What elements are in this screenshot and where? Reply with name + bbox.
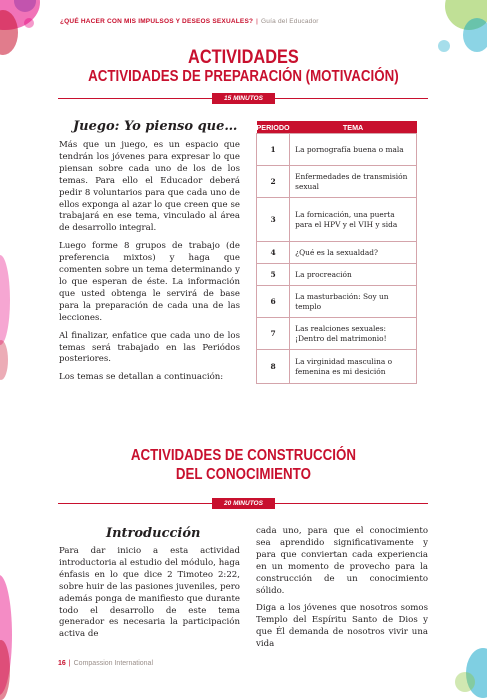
- paragraph: Diga a los jóvenes que nosotros somos Templo del Espíritu Santo de Dios y que Él demanda de nosotros vivir una vida: [256, 603, 428, 650]
- header-title: ¿QUÉ HACER CON MIS IMPULSOS Y DESEOS SEXUALES?: [60, 18, 254, 25]
- column-header-tema: TEMA: [290, 121, 417, 134]
- running-header: [60, 18, 319, 25]
- column-header-periodo: PERIODO: [256, 122, 290, 132]
- duration-badge: 15 MINUTOS: [212, 93, 275, 104]
- header-separator: |: [256, 18, 259, 25]
- periodo-cell: 1: [257, 134, 290, 166]
- table-header-row: [257, 121, 417, 134]
- section-subtitle-preparacion: ACTIVIDADES DE PREPARACIÓN (MOTIVACIÓN): [88, 68, 399, 85]
- table-row: [257, 318, 417, 350]
- table-row: [257, 242, 417, 264]
- paragraph: cada uno, para que el conocimiento sea aprendido significativamente y para que conviertan cada experiencia en un momento de provecho para la construcción de un conocimiento sólido.: [256, 526, 428, 596]
- paragraph: Los temas se detallan a continuación:: [59, 372, 224, 383]
- periodo-cell: 3: [257, 198, 290, 242]
- tema-cell: La masturbación: Soy un templo: [290, 286, 417, 318]
- topics-table: [256, 121, 417, 384]
- header-guide: Guía del Educador: [261, 18, 319, 25]
- footer-separator: |: [68, 660, 71, 667]
- tema-cell: Las realciones sexuales: ¡Dentro del matrimonio!: [290, 318, 417, 350]
- paragraph: Al finalizar, enfatice que cada uno de los temas será trabajado en las Periódos posteriores.: [59, 330, 240, 365]
- table-row: [257, 198, 417, 242]
- tema-cell: La procreación: [290, 264, 417, 286]
- table-row: [257, 166, 417, 198]
- section-title-construccion-line1: ACTIVIDADES DE CONSTRUCCIÓN: [130, 447, 356, 464]
- heading-juego: Juego: Yo pienso que…: [73, 119, 238, 134]
- table-row: [257, 264, 417, 286]
- periodo-cell: 2: [257, 166, 290, 198]
- tema-cell: Enfermedades de transmisión sexual: [290, 166, 417, 198]
- heading-introduccion: Introducción: [106, 526, 201, 541]
- body-text-introduccion-right: [256, 526, 428, 657]
- section-title-construccion-line2: DEL CONOCIMIENTO: [175, 466, 311, 483]
- periodo-cell: 5: [257, 264, 290, 286]
- paragraph: Para dar inicio a esta actividad introductoria al estudio del módulo, haga énfasis en lo que dice 2 Timoteo 2:22, sobre huir de las pasiones juveniles, pero además ponga de manifiesto que durante todo el desarrollo de este tema generador es necesaria la participación activa de: [59, 546, 240, 640]
- page-number: 16: [58, 660, 66, 667]
- paragraph: Más que un juego, es un espacio que tendrán los jóvenes para expresar lo que piensan sobre cada uno de los de los temas. Para ello el Educador deberá pedir 8 voluntarios para que cada uno de ellos exponga al azar lo que creen que se trabajará en ese tema, vinculado al área de desarrollo integral.: [59, 140, 240, 234]
- table-row: [257, 134, 417, 166]
- body-text-introduccion-left: [59, 546, 240, 647]
- periodo-cell: 7: [257, 318, 290, 350]
- tema-cell: ¿Qué es la sexualdad?: [290, 242, 417, 264]
- paragraph: Luego forme 8 grupos de trabajo (de preferencia mixtos) y haga que comenten sobre un tema determinando y lo que esperan de éste. La información que usted obtenga le servirá de base para la preparación de cada una de las lecciones.: [59, 241, 240, 323]
- periodo-cell: 6: [257, 286, 290, 318]
- tema-cell: La fornicación, una puerta para el HPV y el VIH y sida: [290, 198, 417, 242]
- duration-badge: 20 MINUTOS: [212, 498, 275, 509]
- table-row: [257, 350, 417, 384]
- table-row: [257, 286, 417, 318]
- tema-cell: La virginidad masculina o femenina es mi desición: [290, 350, 417, 384]
- tema-cell: La pornografía buena o mala: [290, 134, 417, 166]
- periodo-cell: 8: [257, 350, 290, 384]
- periodo-cell: 4: [257, 242, 290, 264]
- body-text-juego: [59, 140, 240, 390]
- section-title-actividades: ACTIVIDADES: [188, 47, 299, 68]
- footer-org: Compassion International: [73, 660, 154, 667]
- page-footer: [58, 660, 153, 667]
